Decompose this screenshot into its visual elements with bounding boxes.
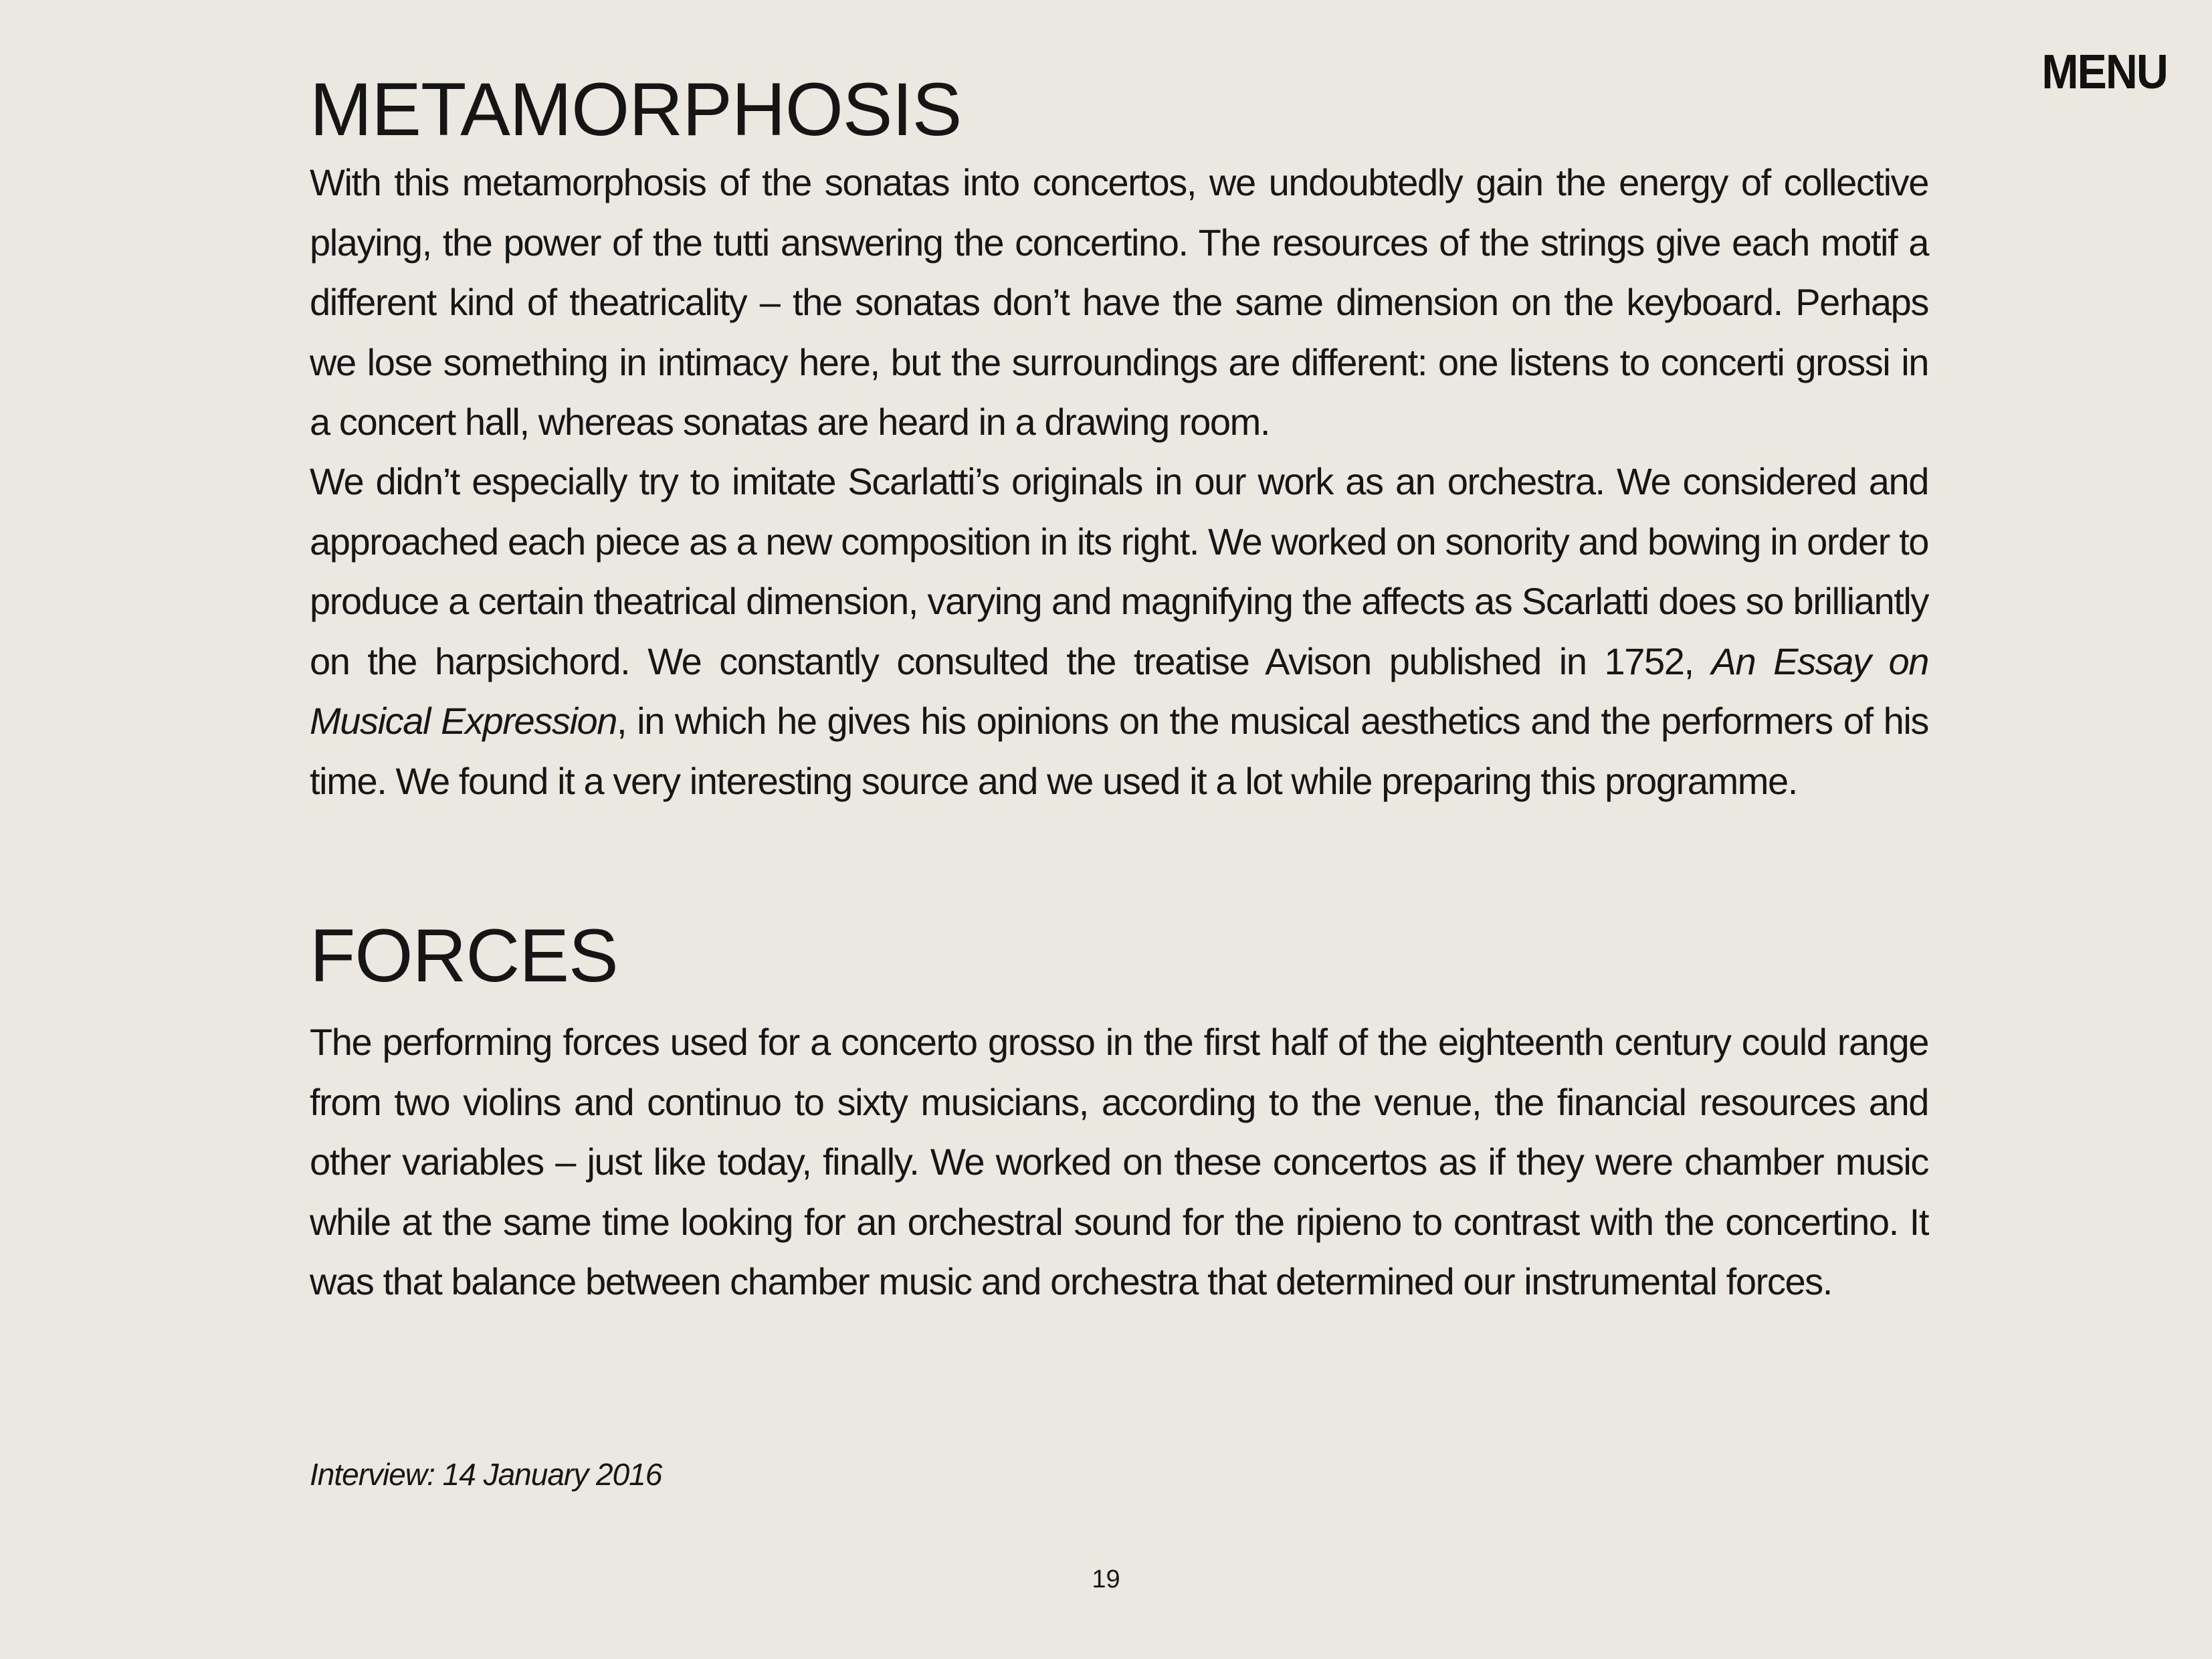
paragraph-text: We didn’t especially try to imitate Scarlatti’s originals in our work as an orchestra. We considered and approached each piece as a new composition in its right. We worked on sonority and bowing in order to produce a certain theatrical dimension, varying and magnifying the affects as Scarlatti does so brilliantly on the harpsichord. We constantly consulted the treatise Avison published in 1752, <box>310 460 1928 682</box>
menu-button[interactable]: MENU <box>2041 45 2167 99</box>
interview-date: Interview: 14 January 2016 <box>310 1457 662 1492</box>
page-number: 19 <box>1092 1565 1120 1593</box>
section-title-forces: FORCES <box>310 914 618 997</box>
section-title-metamorphosis: METAMORPHOSIS <box>310 68 962 151</box>
paragraph-metamorphosis-1: With this metamorphosis of the sonatas into concertos, we undoubtedly gain the energy of collective playing, the power of the tutti answering the concertino. The resources of the strings give each motif a different kind of theatricality – the sonatas don’t have the same dimension on the keyboard. Perhaps we lose something in intimacy here, but the surroundings are different: one listens to concerti grossi in a concert hall, whereas sonatas are heard in a drawing room. <box>310 161 1928 443</box>
paragraph-forces-1: The performing forces used for a concerto grosso in the first half of the eighteenth century could range from two violins and continuo to sixty musicians, according to the venue, the financial resources and other variables – just like today, finally. We worked on these concertos as if they were chamber music while at the same time looking for an orchestral sound for the ripieno to contrast with the concertino. It was that balance between chamber music and orchestra that determined our instrumental forces. <box>310 1021 1928 1302</box>
book-title: An Essay on Musical Expression <box>310 640 1929 742</box>
paragraph-text: , in which he gives his opinions on the musical aesthetics and the performers of his time. We found it a very interesting source and we used it a lot while preparing this programme. <box>310 700 1929 802</box>
paragraph-metamorphosis-2 <box>310 452 1928 811</box>
